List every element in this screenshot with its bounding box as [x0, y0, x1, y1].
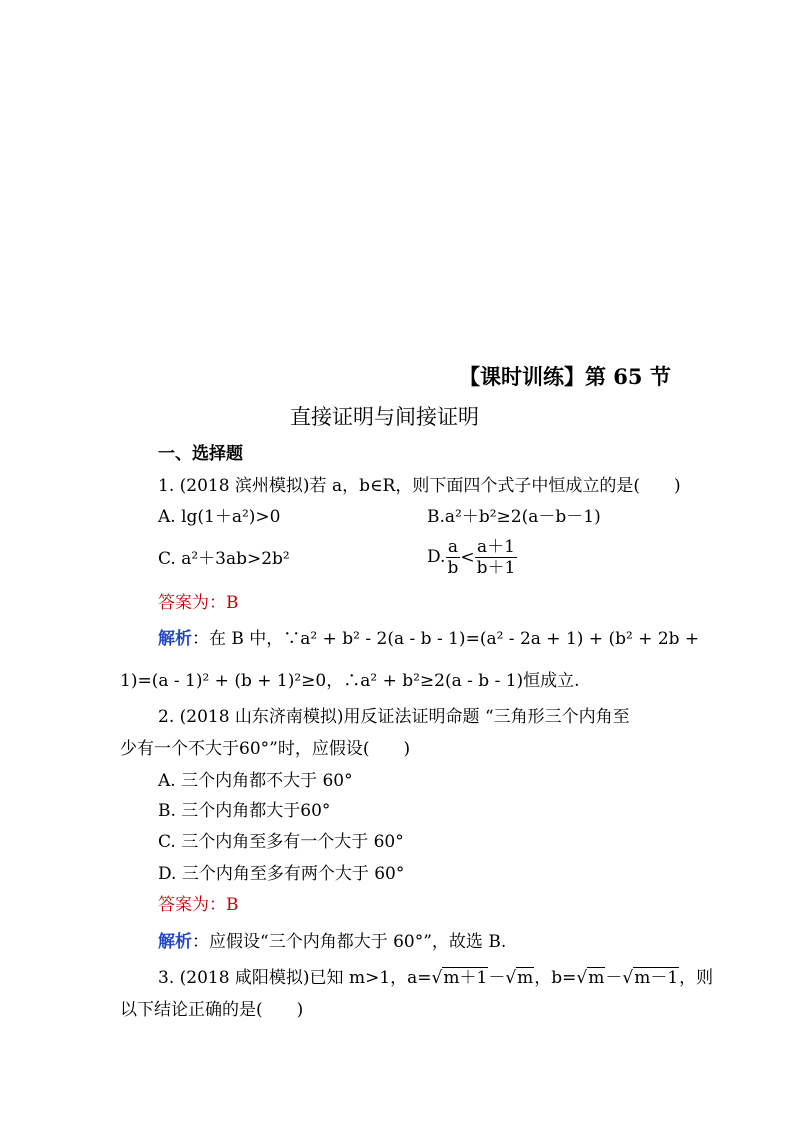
q1-option-d	[427, 537, 517, 578]
q2-analysis-label: 解析	[158, 932, 192, 952]
q2-option-c: C. 三个内角至多有一个大于 60°	[158, 832, 404, 852]
q1-frac2-num: a＋1	[476, 537, 515, 557]
q1-answer: 答案为：B	[158, 593, 239, 613]
section-title: 直接证明与间接证明	[290, 405, 479, 429]
q1-analysis-text1: ：在 B 中，∵a² + b² - 2(a - b - 1)=(a² - 2a + 1) + (b² + 2b +	[192, 629, 700, 649]
q2-stem-line1: 2. (2018 山东济南模拟)用反证法证明命题 “三角形三个内角至	[158, 707, 630, 727]
q1-frac1-den: b	[447, 558, 459, 578]
q1-option-b: B.a²＋b²≥2(a－b－1)	[427, 507, 601, 527]
q1-option-c: C. a²＋3ab>2b²	[158, 549, 290, 569]
q3-stem-pre: 3. (2018 咸阳模拟)已知 m>1，a=	[158, 968, 432, 988]
q2-answer: 答案为：B	[158, 895, 239, 915]
q2-option-b: B. 三个内角都大于60°	[158, 801, 331, 821]
q1-option-a: A. lg(1＋a²)>0	[158, 507, 281, 527]
q3-radicand-2: m	[517, 968, 534, 988]
q1-option-d-fraction-a1-over-b1	[475, 537, 518, 578]
q3-stem-post: ，则	[679, 968, 714, 988]
q2-option-d: D. 三个内角至多有两个大于 60°	[158, 864, 405, 884]
q3-stem-line2: 以下结论正确的是( )	[120, 1000, 304, 1020]
sqrt-icon: √	[431, 968, 443, 988]
q3-stem-line1	[158, 967, 713, 989]
q1-frac1-num: a	[447, 537, 458, 557]
q2-analysis	[158, 931, 506, 953]
q3-radicand-1: m＋1	[443, 968, 488, 988]
sqrt-icon: √	[576, 968, 588, 988]
q3-minus-1: －	[488, 968, 506, 988]
q3-radicand-4: m－1	[634, 968, 679, 988]
lesson-header: 【课时训练】第 65 节	[459, 364, 671, 389]
q3-mid: ，b=	[534, 968, 577, 988]
q1-analysis-line2: 1)=(a - 1)² + (b + 1)²≥0，∴a² + b²≥2(a - b - 1)恒成立.	[120, 671, 580, 691]
q1-option-d-fraction-a-over-b	[445, 537, 460, 578]
q3-minus-2: －	[605, 968, 623, 988]
q3-radicand-3: m	[588, 968, 605, 988]
sqrt-icon: √	[622, 968, 634, 988]
part-heading: 一、选择题	[158, 444, 243, 464]
q2-stem-line2: 少有一个不大于60°”时，应假设( )	[120, 739, 411, 759]
q1-option-d-less-than: <	[460, 547, 475, 568]
q2-option-a: A. 三个内角都不大于 60°	[158, 771, 353, 791]
q1-option-d-label: D.	[427, 547, 446, 567]
q2-analysis-text: ：应假设“三个内角都大于 60°”，故选 B.	[192, 932, 507, 952]
sqrt-icon: √	[505, 968, 517, 988]
q1-analysis-label: 解析	[158, 629, 192, 649]
q1-frac2-den: b＋1	[476, 558, 516, 578]
q1-stem: 1. (2018 滨州模拟)若 a，b∈R，则下面四个式子中恒成立的是( )	[158, 476, 681, 496]
q1-analysis-line1	[158, 628, 699, 650]
